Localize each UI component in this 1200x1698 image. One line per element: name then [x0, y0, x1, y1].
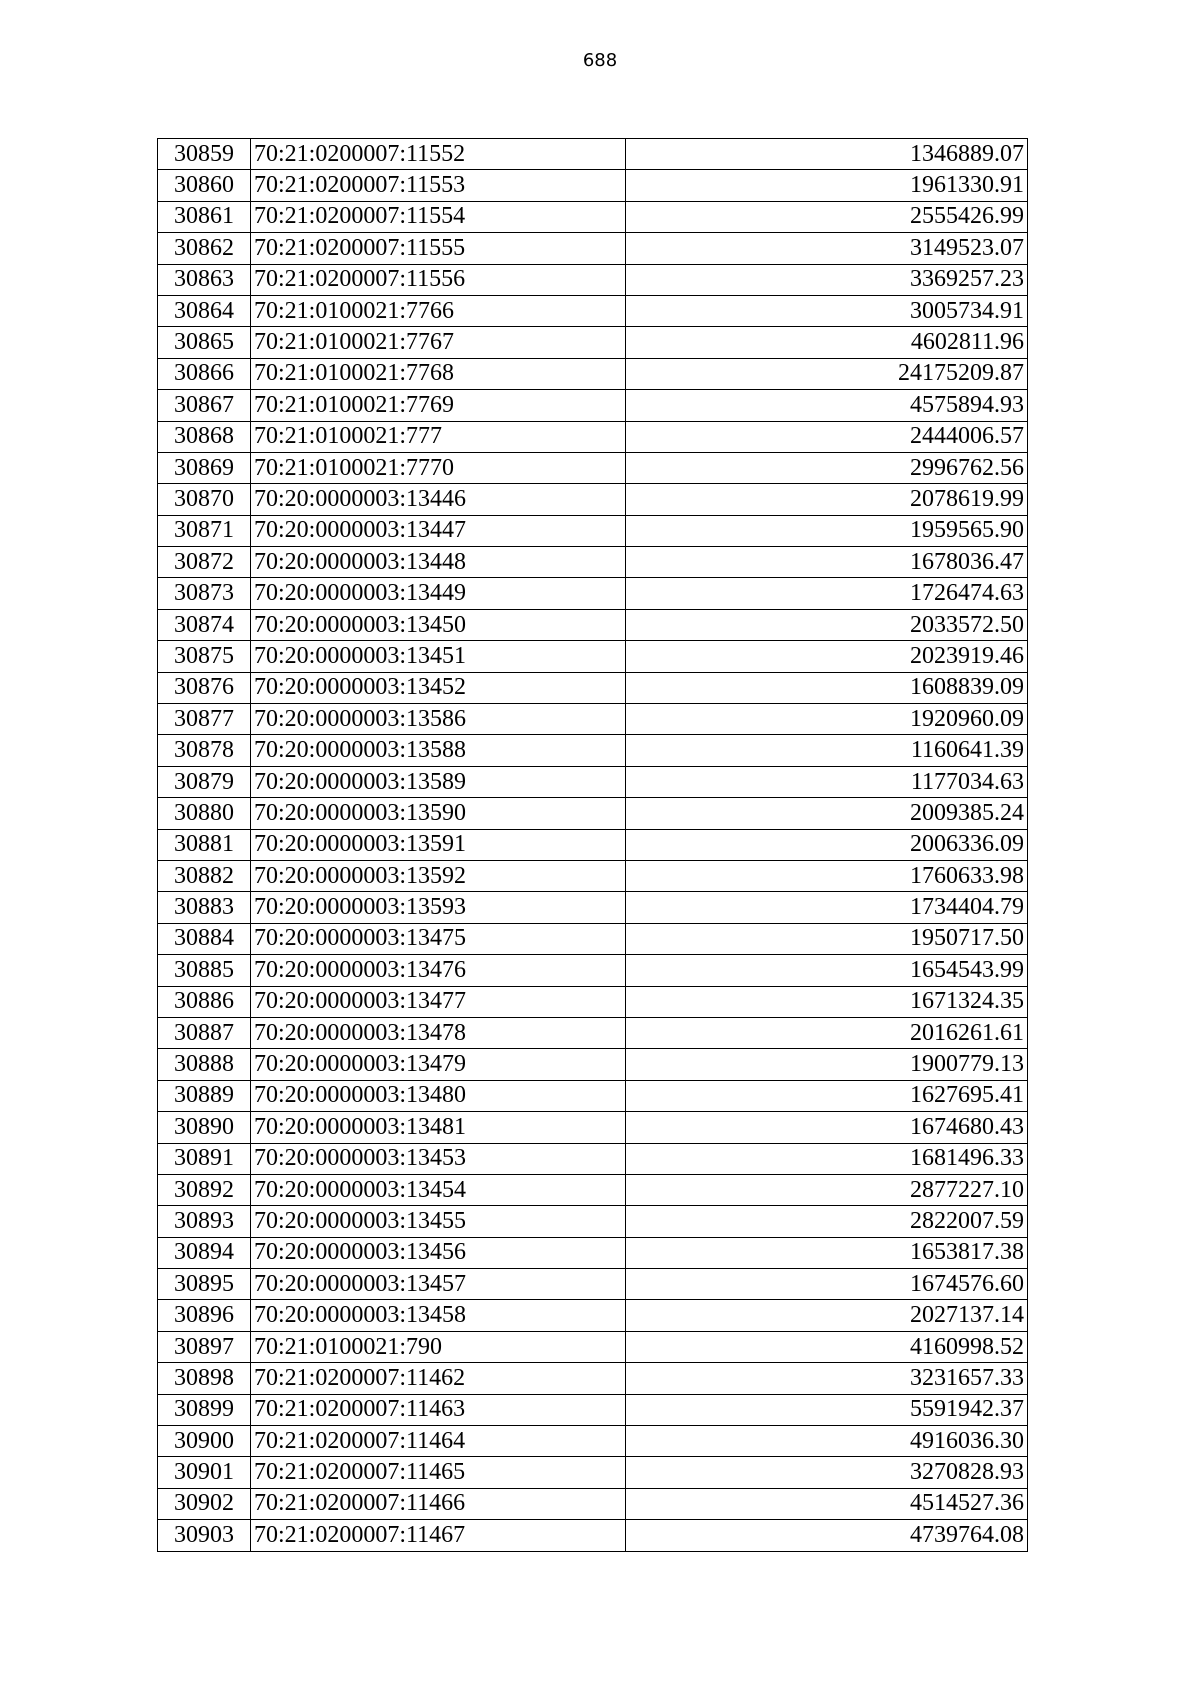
- row-number-cell: 30897: [158, 1331, 251, 1362]
- row-number-cell: 30872: [158, 547, 251, 578]
- table-row: [158, 1331, 1028, 1362]
- row-number-cell: 30896: [158, 1300, 251, 1331]
- row-number-cell: 30865: [158, 327, 251, 358]
- cadastral-value-cell: 1177034.63: [626, 766, 1028, 797]
- page-number: 688: [582, 50, 618, 71]
- cadastral-number-cell: 70:21:0200007:11467: [251, 1520, 626, 1551]
- table-row: [158, 1457, 1028, 1488]
- row-number-cell: 30866: [158, 358, 251, 389]
- table-row: [158, 421, 1028, 452]
- cadastral-value-cell: 2555426.99: [626, 201, 1028, 232]
- table-row: [158, 829, 1028, 860]
- cadastral-value-cell: 1678036.47: [626, 547, 1028, 578]
- cadastral-value-cell: 1734404.79: [626, 892, 1028, 923]
- cadastral-value-cell: 4602811.96: [626, 327, 1028, 358]
- cadastral-value-cell: 2033572.50: [626, 609, 1028, 640]
- cadastral-number-cell: 70:21:0100021:7768: [251, 358, 626, 389]
- cadastral-value-cell: 1346889.07: [626, 139, 1028, 170]
- cadastral-number-cell: 70:21:0200007:11465: [251, 1457, 626, 1488]
- cadastral-number-cell: 70:20:0000003:13447: [251, 515, 626, 546]
- cadastral-number-cell: 70:20:0000003:13453: [251, 1143, 626, 1174]
- table-row: [158, 1520, 1028, 1551]
- row-number-cell: 30878: [158, 735, 251, 766]
- cadastral-value-cell: 2877227.10: [626, 1174, 1028, 1205]
- row-number-cell: 30875: [158, 641, 251, 672]
- registry-table: [157, 138, 1028, 1552]
- cadastral-number-cell: 70:20:0000003:13480: [251, 1080, 626, 1111]
- table-row: [158, 860, 1028, 891]
- row-number-cell: 30864: [158, 295, 251, 326]
- cadastral-number-cell: 70:21:0200007:11556: [251, 264, 626, 295]
- registry-table-body: [158, 139, 1028, 1552]
- table-row: [158, 923, 1028, 954]
- cadastral-number-cell: 70:20:0000003:13593: [251, 892, 626, 923]
- cadastral-number-cell: 70:21:0200007:11552: [251, 139, 626, 170]
- cadastral-value-cell: 4160998.52: [626, 1331, 1028, 1362]
- cadastral-value-cell: 1961330.91: [626, 170, 1028, 201]
- table-row: [158, 358, 1028, 389]
- cadastral-value-cell: 2009385.24: [626, 798, 1028, 829]
- cadastral-value-cell: 1654543.99: [626, 955, 1028, 986]
- cadastral-number-cell: 70:20:0000003:13589: [251, 766, 626, 797]
- cadastral-number-cell: 70:21:0100021:777: [251, 421, 626, 452]
- table-row: [158, 609, 1028, 640]
- cadastral-value-cell: 3149523.07: [626, 233, 1028, 264]
- table-row: [158, 452, 1028, 483]
- cadastral-value-cell: 3231657.33: [626, 1363, 1028, 1394]
- table-row: [158, 1426, 1028, 1457]
- cadastral-number-cell: 70:20:0000003:13590: [251, 798, 626, 829]
- table-row: [158, 1143, 1028, 1174]
- cadastral-value-cell: 1671324.35: [626, 986, 1028, 1017]
- row-number-cell: 30885: [158, 955, 251, 986]
- table-row: [158, 1300, 1028, 1331]
- cadastral-number-cell: 70:20:0000003:13457: [251, 1269, 626, 1300]
- cadastral-number-cell: 70:21:0100021:7767: [251, 327, 626, 358]
- cadastral-number-cell: 70:21:0100021:7770: [251, 452, 626, 483]
- cadastral-value-cell: 4916036.30: [626, 1426, 1028, 1457]
- cadastral-value-cell: 1681496.33: [626, 1143, 1028, 1174]
- cadastral-value-cell: 2006336.09: [626, 829, 1028, 860]
- row-number-cell: 30873: [158, 578, 251, 609]
- cadastral-number-cell: 70:20:0000003:13586: [251, 704, 626, 735]
- row-number-cell: 30903: [158, 1520, 251, 1551]
- table-row: [158, 704, 1028, 735]
- table-row: [158, 1237, 1028, 1268]
- table-row: [158, 766, 1028, 797]
- table-row: [158, 1049, 1028, 1080]
- cadastral-value-cell: 2822007.59: [626, 1206, 1028, 1237]
- row-number-cell: 30879: [158, 766, 251, 797]
- cadastral-number-cell: 70:21:0200007:11462: [251, 1363, 626, 1394]
- row-number-cell: 30893: [158, 1206, 251, 1237]
- cadastral-value-cell: 1726474.63: [626, 578, 1028, 609]
- cadastral-number-cell: 70:21:0200007:11464: [251, 1426, 626, 1457]
- row-number-cell: 30891: [158, 1143, 251, 1174]
- row-number-cell: 30868: [158, 421, 251, 452]
- cadastral-value-cell: 1900779.13: [626, 1049, 1028, 1080]
- cadastral-number-cell: 70:20:0000003:13591: [251, 829, 626, 860]
- row-number-cell: 30883: [158, 892, 251, 923]
- row-number-cell: 30901: [158, 1457, 251, 1488]
- cadastral-number-cell: 70:21:0100021:7769: [251, 390, 626, 421]
- table-row: [158, 295, 1028, 326]
- cadastral-value-cell: 4575894.93: [626, 390, 1028, 421]
- table-row: [158, 390, 1028, 421]
- cadastral-number-cell: 70:21:0100021:790: [251, 1331, 626, 1362]
- row-number-cell: 30867: [158, 390, 251, 421]
- cadastral-value-cell: 4514527.36: [626, 1488, 1028, 1519]
- row-number-cell: 30874: [158, 609, 251, 640]
- cadastral-value-cell: 1950717.50: [626, 923, 1028, 954]
- cadastral-number-cell: 70:20:0000003:13592: [251, 860, 626, 891]
- cadastral-number-cell: 70:20:0000003:13455: [251, 1206, 626, 1237]
- row-number-cell: 30860: [158, 170, 251, 201]
- cadastral-value-cell: 2023919.46: [626, 641, 1028, 672]
- row-number-cell: 30894: [158, 1237, 251, 1268]
- row-number-cell: 30863: [158, 264, 251, 295]
- table-row: [158, 139, 1028, 170]
- cadastral-value-cell: 1674680.43: [626, 1112, 1028, 1143]
- row-number-cell: 30871: [158, 515, 251, 546]
- table-row: [158, 1206, 1028, 1237]
- row-number-cell: 30900: [158, 1426, 251, 1457]
- table-row: [158, 578, 1028, 609]
- table-row: [158, 547, 1028, 578]
- table-row: [158, 986, 1028, 1017]
- row-number-cell: 30899: [158, 1394, 251, 1425]
- table-row: [158, 955, 1028, 986]
- cadastral-number-cell: 70:20:0000003:13452: [251, 672, 626, 703]
- row-number-cell: 30889: [158, 1080, 251, 1111]
- cadastral-number-cell: 70:20:0000003:13476: [251, 955, 626, 986]
- cadastral-value-cell: 5591942.37: [626, 1394, 1028, 1425]
- row-number-cell: 30902: [158, 1488, 251, 1519]
- cadastral-number-cell: 70:21:0200007:11553: [251, 170, 626, 201]
- cadastral-value-cell: 24175209.87: [626, 358, 1028, 389]
- cadastral-number-cell: 70:20:0000003:13451: [251, 641, 626, 672]
- cadastral-number-cell: 70:20:0000003:13448: [251, 547, 626, 578]
- row-number-cell: 30881: [158, 829, 251, 860]
- cadastral-number-cell: 70:20:0000003:13588: [251, 735, 626, 766]
- cadastral-value-cell: 2996762.56: [626, 452, 1028, 483]
- table-row: [158, 1080, 1028, 1111]
- row-number-cell: 30869: [158, 452, 251, 483]
- cadastral-value-cell: 1653817.38: [626, 1237, 1028, 1268]
- row-number-cell: 30888: [158, 1049, 251, 1080]
- table-row: [158, 735, 1028, 766]
- cadastral-value-cell: 4739764.08: [626, 1520, 1028, 1551]
- table-row: [158, 484, 1028, 515]
- row-number-cell: 30877: [158, 704, 251, 735]
- table-row: [158, 327, 1028, 358]
- cadastral-number-cell: 70:20:0000003:13479: [251, 1049, 626, 1080]
- table-row: [158, 641, 1028, 672]
- cadastral-number-cell: 70:20:0000003:13454: [251, 1174, 626, 1205]
- cadastral-number-cell: 70:20:0000003:13478: [251, 1017, 626, 1048]
- cadastral-value-cell: 3005734.91: [626, 295, 1028, 326]
- cadastral-value-cell: 1760633.98: [626, 860, 1028, 891]
- cadastral-value-cell: 2078619.99: [626, 484, 1028, 515]
- cadastral-number-cell: 70:21:0200007:11463: [251, 1394, 626, 1425]
- table-row: [158, 892, 1028, 923]
- cadastral-value-cell: 1920960.09: [626, 704, 1028, 735]
- cadastral-value-cell: 1959565.90: [626, 515, 1028, 546]
- cadastral-number-cell: 70:21:0200007:11554: [251, 201, 626, 232]
- cadastral-value-cell: 2016261.61: [626, 1017, 1028, 1048]
- cadastral-number-cell: 70:20:0000003:13475: [251, 923, 626, 954]
- table-row: [158, 170, 1028, 201]
- row-number-cell: 30895: [158, 1269, 251, 1300]
- cadastral-value-cell: 2027137.14: [626, 1300, 1028, 1331]
- cadastral-value-cell: 1627695.41: [626, 1080, 1028, 1111]
- row-number-cell: 30859: [158, 139, 251, 170]
- cadastral-value-cell: 1160641.39: [626, 735, 1028, 766]
- row-number-cell: 30892: [158, 1174, 251, 1205]
- table-row: [158, 515, 1028, 546]
- table-row: [158, 1112, 1028, 1143]
- cadastral-value-cell: 1608839.09: [626, 672, 1028, 703]
- table-row: [158, 672, 1028, 703]
- cadastral-number-cell: 70:21:0200007:11555: [251, 233, 626, 264]
- table-row: [158, 1269, 1028, 1300]
- row-number-cell: 30890: [158, 1112, 251, 1143]
- table-row: [158, 798, 1028, 829]
- table-row: [158, 1394, 1028, 1425]
- row-number-cell: 30876: [158, 672, 251, 703]
- table-row: [158, 201, 1028, 232]
- row-number-cell: 30887: [158, 1017, 251, 1048]
- row-number-cell: 30898: [158, 1363, 251, 1394]
- cadastral-number-cell: 70:21:0100021:7766: [251, 295, 626, 326]
- row-number-cell: 30880: [158, 798, 251, 829]
- cadastral-value-cell: 2444006.57: [626, 421, 1028, 452]
- table-row: [158, 264, 1028, 295]
- cadastral-number-cell: 70:20:0000003:13481: [251, 1112, 626, 1143]
- row-number-cell: 30862: [158, 233, 251, 264]
- table-row: [158, 1363, 1028, 1394]
- cadastral-number-cell: 70:20:0000003:13458: [251, 1300, 626, 1331]
- table-row: [158, 1174, 1028, 1205]
- row-number-cell: 30884: [158, 923, 251, 954]
- table-row: [158, 1017, 1028, 1048]
- cadastral-value-cell: 1674576.60: [626, 1269, 1028, 1300]
- table-row: [158, 233, 1028, 264]
- row-number-cell: 30861: [158, 201, 251, 232]
- cadastral-number-cell: 70:20:0000003:13449: [251, 578, 626, 609]
- row-number-cell: 30882: [158, 860, 251, 891]
- cadastral-value-cell: 3270828.93: [626, 1457, 1028, 1488]
- cadastral-number-cell: 70:21:0200007:11466: [251, 1488, 626, 1519]
- row-number-cell: 30886: [158, 986, 251, 1017]
- cadastral-number-cell: 70:20:0000003:13456: [251, 1237, 626, 1268]
- cadastral-number-cell: 70:20:0000003:13446: [251, 484, 626, 515]
- cadastral-number-cell: 70:20:0000003:13477: [251, 986, 626, 1017]
- row-number-cell: 30870: [158, 484, 251, 515]
- table-row: [158, 1488, 1028, 1519]
- cadastral-number-cell: 70:20:0000003:13450: [251, 609, 626, 640]
- cadastral-value-cell: 3369257.23: [626, 264, 1028, 295]
